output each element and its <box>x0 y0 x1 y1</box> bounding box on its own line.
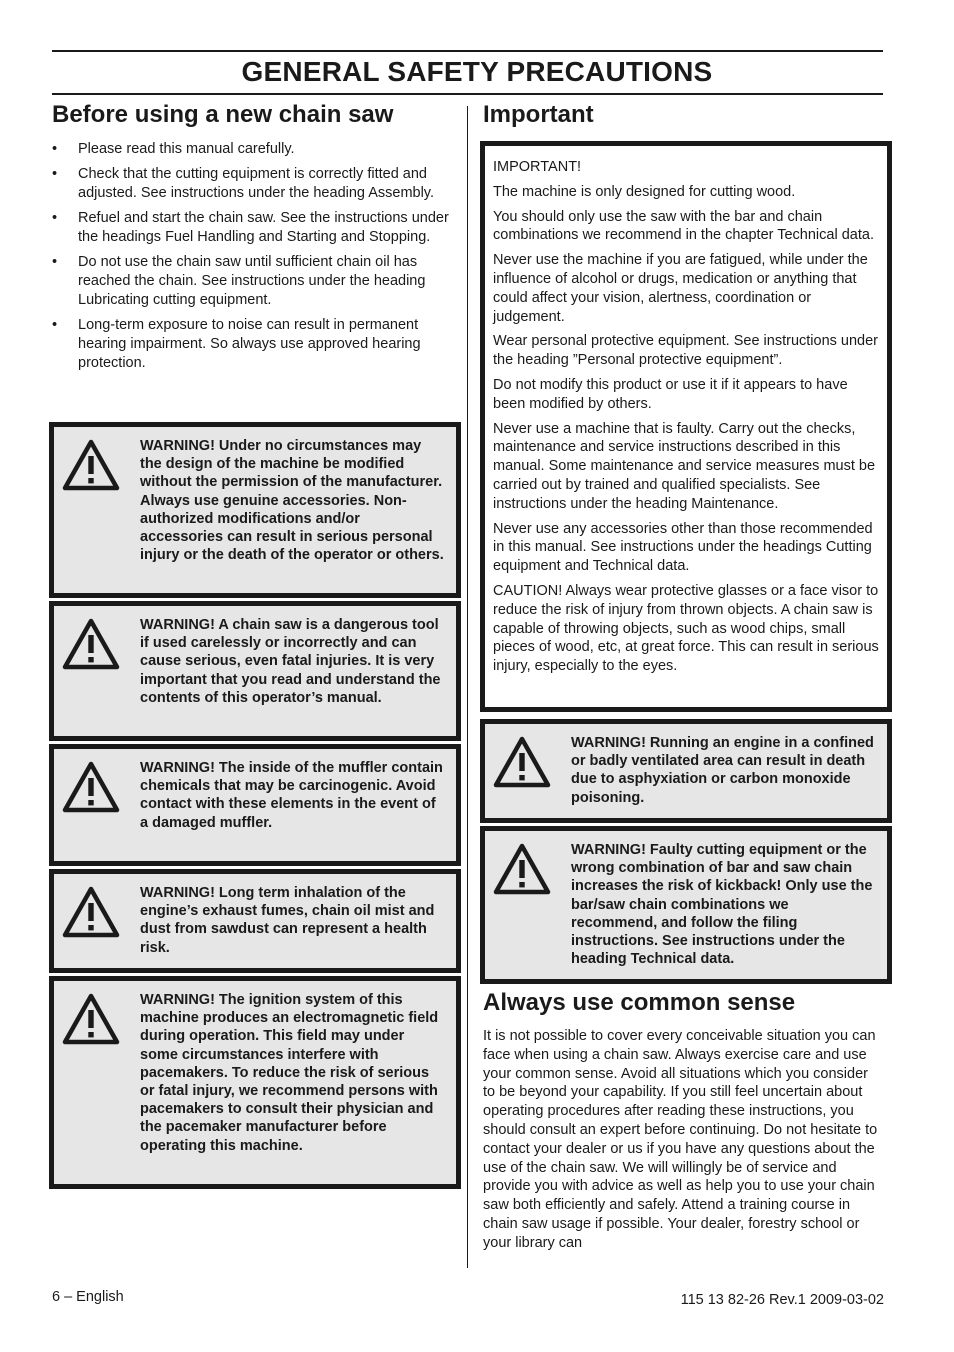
before-use-list <box>52 140 452 379</box>
important-paragraph: Never use any accessories other than those recommended in this manual. See instructions under the headings Cutting equipment and Technical data. <box>493 520 873 575</box>
warning-text: WARNING! The ignition system of this machine produces an electromagnetic field during operation. This field may under some circumstances interfere with pacemakers. To reduce the risk of serious or fatal injury, we recommend persons with pacemakers to consult their physician and the pacemaker manufacturer before operating this machine. <box>140 992 439 1154</box>
list-item: • Do not use the chain saw until sufficient chain oil has reached the chain. See instructions under the heading Lubricating cutting equipment. <box>52 253 452 310</box>
warning-text: WARNING! Running an engine in a confined or badly ventilated area can result in death due to asphyxiation or carbon monoxide poisoning. <box>571 735 874 806</box>
section-heading-important: Important <box>483 101 594 128</box>
important-paragraph: Never use the machine if you are fatigued, while under the influence of alcohol or drugs, medication or anything that could affect your vision, alertness, coordination or judgement. <box>493 252 868 325</box>
warning-triangle-icon <box>62 884 124 956</box>
page-title: GENERAL SAFETY PRECAUTIONS <box>241 56 713 87</box>
list-item: • Please read this manual carefully. <box>52 140 452 159</box>
warning-triangle-icon <box>62 616 124 724</box>
list-item: • Check that the cutting equipment is correctly fitted and adjusted. See instructions under the heading Assembly. <box>52 165 452 203</box>
page-number: 6 – English <box>52 1289 124 1305</box>
warning-box <box>49 976 461 1189</box>
header-rule-top <box>52 50 883 52</box>
header-rule-bottom <box>52 93 883 95</box>
common-sense-paragraph: It is not possible to cover every conceivable situation you can face when using a chain saw. Always exercise care and use your common sense. Avoid all situations which you consider to be beyond your capability. If you still feel uncertain about operating procedures after reading these instructions, you should consult an expert before continuing. Do not hesitate to contact your dealer or us if you have any questions about the use of the chain saw. We will willingly be of service and provide you with advice as well as help you to use your chain saw both efficiently and safely. Attend a training course in chain saw usage if possible. Your dealer, forestry school or your library can <box>483 1028 878 1251</box>
caution-paragraph: CAUTION! Always wear protective glasses or a face visor to reduce the risk of injury from thrown objects. A chain saw is capable of throwing objects, such as wood chips, small pieces of wood, etc, at great force. This can result in serious injury, especially to the eyes. <box>493 582 879 675</box>
section-heading-before-use: Before using a new chain saw <box>52 101 394 128</box>
warning-text: WARNING! Under no circumstances may the design of the machine be modified without the permission of the manufacturer. Always use genuine accessories. Non-authorized modifications and/or accessories can result in serious personal injury or the death of the operator or others. <box>140 438 444 564</box>
document-reference: 115 13 82-26 Rev.1 2009-03-02 <box>680 1292 884 1308</box>
warning-text: WARNING! A chain saw is a dangerous tool if used carelessly or incorrectly and can cause serious, even fatal injuries. It is very important that you read and understand the contents of this operator’s manual. <box>140 617 441 706</box>
warning-box <box>49 601 461 741</box>
important-paragraph: Never use a machine that is faulty. Carry out the checks, maintenance and service instructions described in this manual. Some maintenance and service measures must be carried out by trained and qualified specialists. See instructions under the heading Maintenance. <box>493 420 876 512</box>
important-paragraph: Do not modify this product or use it if it appears to have been modified by others. <box>493 376 848 412</box>
warning-text: WARNING! Faulty cutting equipment or the wrong combination of bar and saw chain increases the risk of kickback! Only use the bar/saw chain combinations we recommend, and follow the filing instructions. See instructions under the heading Technical data. <box>571 842 873 968</box>
warning-triangle-icon <box>62 437 124 581</box>
warning-triangle-icon <box>62 759 124 849</box>
warning-triangle-icon <box>493 734 555 806</box>
section-heading-common-sense: Always use common sense <box>483 989 796 1016</box>
warning-box <box>49 869 461 973</box>
column-divider <box>467 106 468 1268</box>
warning-box <box>49 744 461 866</box>
warning-text: WARNING! Long term inhalation of the engine’s exhaust fumes, chain oil mist and dust from sawdust can represent a health risk. <box>140 885 435 956</box>
important-paragraph: Wear personal protective equipment. See instructions under the heading ”Personal protective equipment”. <box>493 333 879 369</box>
warning-box <box>49 422 461 598</box>
warning-triangle-icon <box>62 991 124 1172</box>
warning-box <box>480 826 892 984</box>
list-item: • Long-term exposure to noise can result in permanent hearing impairment. So always use approved hearing protection. <box>52 316 452 373</box>
list-item: • Refuel and start the chain saw. See the instructions under the headings Fuel Handling and Starting and Stopping. <box>52 209 452 247</box>
warning-box <box>480 719 892 823</box>
important-label: IMPORTANT! <box>493 159 582 175</box>
important-box <box>480 141 892 712</box>
important-paragraph: You should only use the saw with the bar and chain combinations we recommend in the chapter Technical data. <box>493 208 874 244</box>
important-paragraph: The machine is only designed for cutting wood. <box>493 183 796 200</box>
warning-text: WARNING! The inside of the muffler contain chemicals that may be carcinogenic. Avoid contact with these elements in the event of a damaged muffler. <box>140 760 443 831</box>
warning-triangle-icon <box>493 841 555 967</box>
